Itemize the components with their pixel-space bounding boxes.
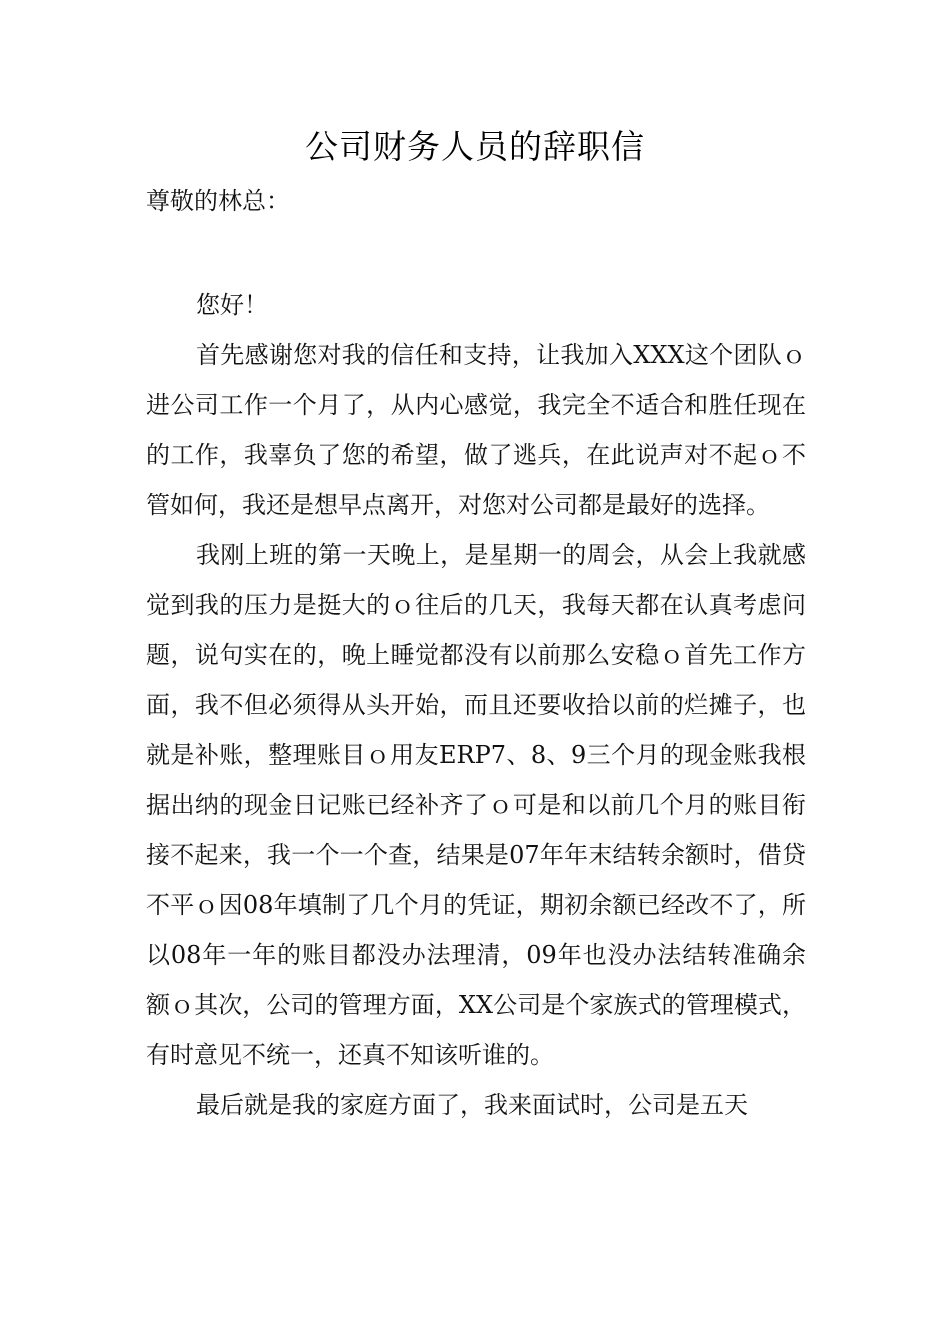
paragraph-work-pressure: 我刚上班的第一天晚上，是星期一的周会，从会上我就感觉到我的压力是挺大的ｏ往后的几天，我每天都在认真考虑问题，说句实在的，晚上睡觉都没有以前那么安稳ｏ首先工作方面，我不但必须得从头开始，而且还要收拾以前的烂摊子，也就是补账，整理账目ｏ用友ERP7、8、9三个月的现金账我根据出纳的现金日记账已经补齐了ｏ可是和以前几个月的账目衔接不起来，我一个一个查，结果是07年年末结转余额时，借贷不平ｏ因08年填制了几个月的凭证，期初余额已经改不了，所以08年一年的账目都没办法理清，09年也没办法结转准确余额ｏ其次，公司的管理方面，XX公司是个家族式的管理模式，有时意见不统一，还真不知该听谁的。: [146, 541, 806, 1069]
salutation: 尊敬的林总：: [146, 187, 290, 215]
letter-body: [146, 280, 806, 1130]
paragraph-greeting: 您好！: [196, 291, 268, 319]
document-title: 公司财务人员的辞职信: [305, 127, 645, 166]
paragraph-family: 最后就是我的家庭方面了，我来面试时，公司是五天: [196, 1091, 748, 1119]
paragraph-thanks: 首先感谢您对我的信任和支持，让我加入XXX这个团队ｏ进公司工作一个月了，从内心感觉，我完全不适合和胜任现在的工作，我辜负了您的希望，做了逃兵，在此说声对不起ｏ不管如何，我还是想早点离开，对您对公司都是最好的选择。: [146, 341, 806, 519]
